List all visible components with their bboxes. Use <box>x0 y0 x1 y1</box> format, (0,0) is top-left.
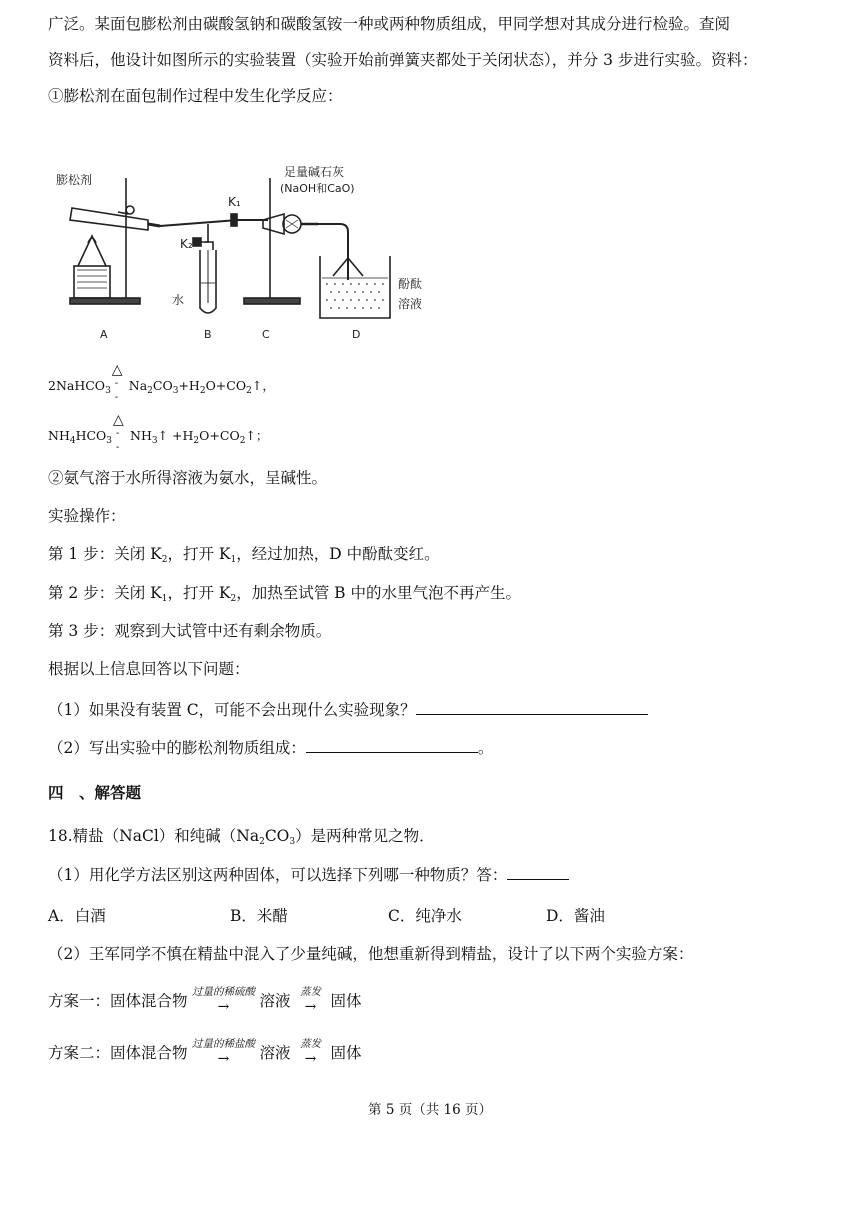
step-3: 第 3 步：观察到大试管中还有剩余物质。 <box>48 622 332 640</box>
intro-line-1: 广泛。某面包膨松剂由碳酸氢钠和碳酸氢铵一种或两种物质组成，甲同学想对其成分进行检验。查阅 <box>48 15 731 33</box>
step-1: 第 1 步：关闭 $K_2$，打开 $K_1$，经过加热，D 中酚酞变红。 <box>48 545 440 565</box>
label-k2: K₂ <box>180 237 193 251</box>
answer-intro: 根据以上信息回答以下问题： <box>48 660 250 678</box>
question-1: （1）如果没有装置 C，可能不会出现什么实验现象？ <box>48 699 648 720</box>
plan-2: 方案二：固体混合物 过量的稀盐酸 → 溶液 蒸发 → 固体 <box>48 1038 362 1067</box>
label-a: A <box>100 328 108 341</box>
intro-line-3: ①膨松剂在面包制作过程中发生化学反应： <box>48 87 343 105</box>
label-d: D <box>352 328 361 341</box>
label-agent: 膨松剂 <box>56 173 93 187</box>
k1-clamp <box>231 214 237 226</box>
info-2: ②氨气溶于水所得溶液为氨水，呈碱性。 <box>48 469 328 487</box>
stand-base-a <box>70 298 140 304</box>
drying-tube <box>263 214 284 234</box>
label-soda-lime-formula: (NaOH和CaO) <box>280 182 355 195</box>
option-a[interactable]: A．白酒 <box>48 907 106 925</box>
label-phenol-2: 溶液 <box>398 297 423 311</box>
heat-symbol: △ <box>111 362 123 378</box>
apparatus-figure <box>48 158 448 343</box>
label-water: 水 <box>172 293 185 307</box>
ops-title: 实验操作： <box>48 507 126 525</box>
label-c: C <box>262 328 270 341</box>
reaction-arrow: 过量的稀盐酸 → <box>192 1038 256 1067</box>
option-d[interactable]: D．酱油 <box>546 907 605 925</box>
label-soda-lime: 足量碱石灰 <box>284 165 345 179</box>
intro-line-2: 资料后，他设计如图所示的实验装置（实验开始前弹簧夹都处于关闭状态），并分 3 步进行实验。资料： <box>48 51 758 69</box>
flame-shield <box>78 236 106 266</box>
page-footer: 第 5 页（共 16 页） <box>368 1102 492 1118</box>
reaction-arrow: 蒸发 → <box>300 1038 322 1067</box>
equation-1: 2NaHCO$_3$ △ - - $Na_2CO_3+H_2O+CO_2↑$， <box>48 362 275 403</box>
label-phenol-1: 酚酞 <box>398 277 423 291</box>
answer-blank-3[interactable] <box>507 864 569 880</box>
problem-18-q2: （2）王军同学不慎在精盐中混入了少量纯碱，他想重新得到精盐，设计了以下两个实验方案： <box>48 945 694 963</box>
problem-18-q1: （1）用化学方法区别这两种固体，可以选择下列哪一种物质？答： <box>48 864 569 885</box>
reaction-arrow: 蒸发 → <box>300 986 322 1015</box>
problem-18-stem: 18.精盐（NaCl）和纯碱$(Na_2CO_3)$是两种常见之物． <box>48 827 435 847</box>
section-title: 四 、解答题 <box>48 783 142 802</box>
question-2: （2）写出实验中的膨松剂物质组成： 。 <box>48 739 494 757</box>
label-k1: K₁ <box>228 195 241 209</box>
answer-blank-1[interactable] <box>416 699 648 715</box>
plan-1: 方案一：固体混合物 过量的稀硫酸 → 溶液 蒸发 → 固体 <box>48 986 362 1015</box>
label-b: B <box>204 328 212 341</box>
reaction-arrow: 过量的稀硫酸 → <box>192 986 256 1015</box>
k2-clamp <box>193 238 201 246</box>
stand-base-c <box>244 298 300 304</box>
step-2: 第 2 步：关闭 $K_1$，打开 $K_2$，加热至试管 B 中的水里气泡不再产生。 <box>48 584 521 604</box>
heat-symbol: △ <box>113 412 124 428</box>
option-c[interactable]: C．纯净水 <box>388 907 462 925</box>
equation-2: $NH_4HCO_3$ △ - - $NH_3↑$ $+H_2O+CO_2↑$； <box>48 412 269 453</box>
answer-blank-2[interactable] <box>306 737 478 753</box>
option-b[interactable]: B．米醋 <box>230 907 288 925</box>
big-test-tube <box>70 208 148 230</box>
